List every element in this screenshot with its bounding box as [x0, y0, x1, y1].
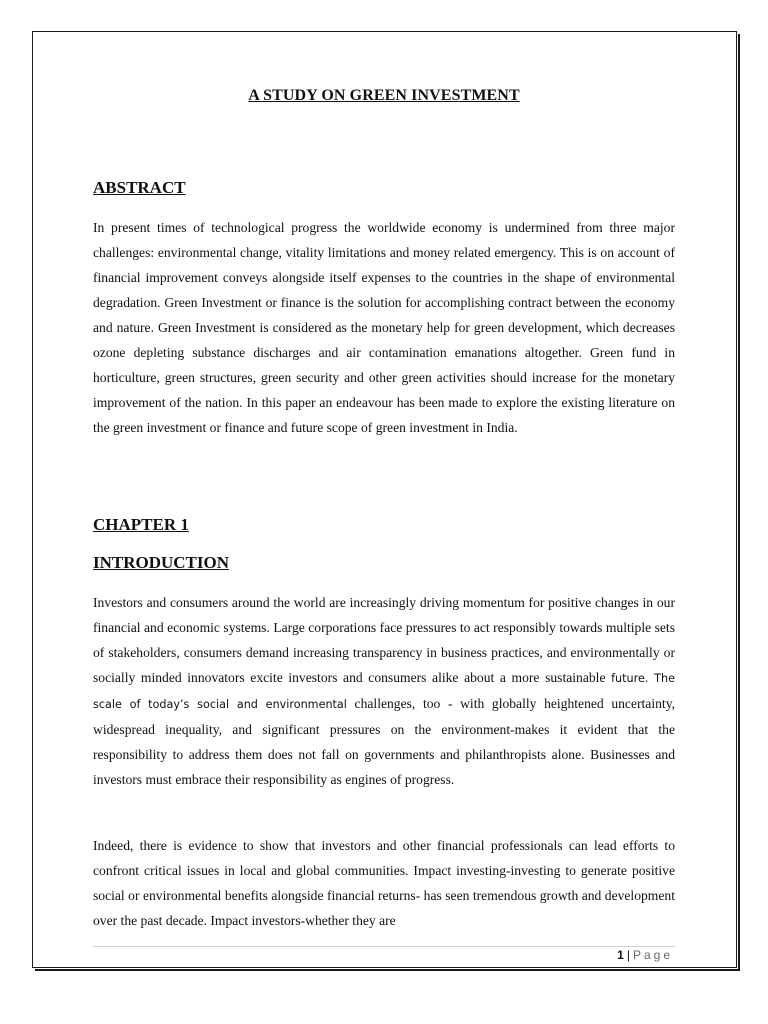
page-border	[32, 31, 737, 968]
page-label: Page	[632, 948, 673, 962]
page-footer	[93, 948, 673, 962]
intro-paragraph-2: Indeed, there is evidence to show that investors and other financial professionals can lead efforts to confront critical issues in local and global communities. Impact investing-investing to generate positive social or environmental benefits alongside financial returns- has seen tremendous growth and development over the past decade. Impact investors-whether they are	[93, 838, 675, 928]
footer-divider	[93, 946, 675, 947]
intro-paragraph-1	[93, 590, 675, 792]
intro-paragraph-1-text-a: Investors and consumers around the world are increasingly driving momentum for positive changes in our financial and economic systems. Large corporations face pressures to act responsibly towards multiple sets of stakeholders, consumers demand increasing transparency in business practices, and environmentally or socially minded innovators excite investors and consumers alike about a more sustainable	[93, 595, 675, 685]
abstract-heading: ABSTRACT	[93, 178, 186, 197]
abstract-paragraph: In present times of technological progress the worldwide economy is undermined from three major challenges: environmental change, vitality limitations and money related emergency. This is on account of financial improvement conveys alongside itself expenses to the countries in the shape of environmental degradation. Green Investment or finance is the solution for accomplishing contract between the economy and nature. Green Investment is considered as the monetary help for green development, which decreases ozone depleting substance discharges and air contamination emanations altogether. Green fund in horticulture, green structures, green security and other green activities should increase for the monetary improvement of the nation. In this paper an endeavour has been made to explore the existing literature on the green investment or finance and future scope of green investment in India.	[93, 220, 675, 435]
document-title: A STUDY ON GREEN INVESTMENT	[248, 87, 520, 104]
chapter-label: CHAPTER 1	[93, 515, 189, 534]
intro-paragraph-1-text-c: challenges, too - with globally heightened uncertainty, widespread inequality, and significant pressures on the environment-makes it evident that the responsibility to address them does not fall on governments and philanthropists alone. Businesses and investors must embrace their responsibility as engines of progress.	[93, 696, 676, 787]
page-number: 1	[617, 948, 624, 962]
intro-paragraph-1-text-b: future. The scale of today’s social and environmental	[93, 672, 675, 711]
page-separator: |	[626, 948, 630, 962]
chapter-title: INTRODUCTION	[93, 553, 230, 572]
